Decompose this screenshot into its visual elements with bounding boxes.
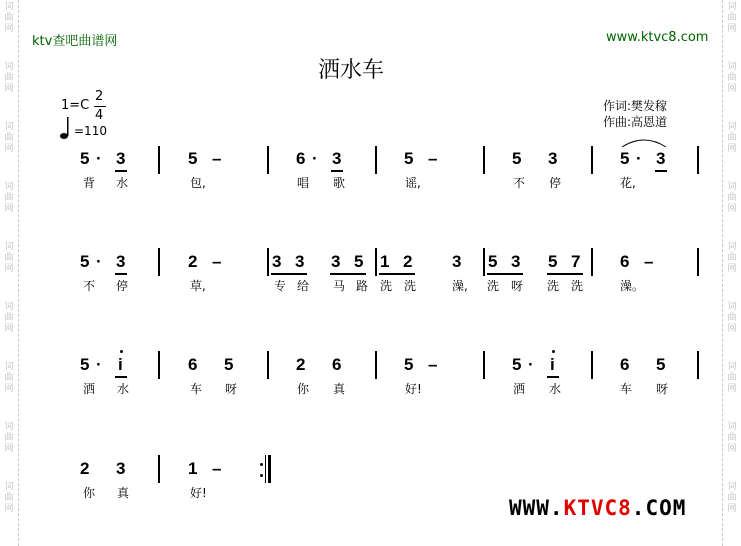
note: 5 <box>512 149 522 168</box>
watermark-text: 词曲网 <box>727 182 737 214</box>
note: 3 <box>511 252 521 271</box>
augmentation-dot: · <box>96 355 102 374</box>
lyric: 澡。 <box>620 279 645 293</box>
bar-line <box>265 455 266 483</box>
bar-line <box>158 248 160 276</box>
dash: – <box>212 459 222 478</box>
lyric: 洒 <box>513 382 526 396</box>
note: 3 <box>272 252 282 271</box>
logo-prefix: WWW. <box>509 496 564 520</box>
augmentation-dot: · <box>96 149 102 168</box>
watermark-text: 词曲网 <box>4 122 14 154</box>
lyric: 澡, <box>452 279 468 293</box>
repeat-dot <box>260 463 263 466</box>
bar-line <box>697 146 699 174</box>
note-underline <box>487 273 523 275</box>
final-bar-line <box>268 455 271 483</box>
note: 5 <box>548 252 558 271</box>
note-underline <box>115 376 127 378</box>
lyric: 水 <box>549 382 562 396</box>
augmentation-dot: · <box>636 149 642 168</box>
song-title: 洒水车 <box>318 58 385 83</box>
lyric: 停 <box>116 279 129 293</box>
note: 3 <box>116 252 126 271</box>
bar-line <box>591 351 593 379</box>
lyric: 真 <box>333 382 346 396</box>
note: i <box>550 355 555 374</box>
note: 5 <box>354 252 364 271</box>
augmentation-dot: · <box>96 252 102 271</box>
lyricist-credit: 作词:樊发稼 <box>603 99 668 113</box>
bar-line <box>267 248 269 276</box>
note: 6 <box>620 252 630 271</box>
lyric: 花, <box>620 176 636 190</box>
watermark-text: 词曲网 <box>727 422 737 454</box>
bar-line <box>591 146 593 174</box>
note: 6 <box>296 149 306 168</box>
note-underline <box>379 273 415 275</box>
note: 3 <box>331 252 341 271</box>
watermark-text: 词曲网 <box>4 62 14 94</box>
logo-suffix: .COM <box>631 496 687 520</box>
bar-line <box>158 351 160 379</box>
watermark-text: 词曲网 <box>4 2 14 34</box>
watermark-text: 词曲网 <box>4 422 14 454</box>
note-underline <box>655 170 667 172</box>
bar-line <box>267 146 269 174</box>
lyric: 呀 <box>511 279 524 293</box>
note: 2 <box>403 252 413 271</box>
note-underline <box>115 170 127 172</box>
time-signature-line <box>94 106 106 107</box>
lyric: 马 <box>333 279 346 293</box>
augmentation-dot: · <box>528 355 534 374</box>
lyric: 洒 <box>83 382 96 396</box>
watermark-text: 词曲网 <box>727 2 737 34</box>
key-signature: 1=C <box>61 98 90 113</box>
lyric: 好! <box>405 382 422 396</box>
note: 3 <box>656 149 666 168</box>
lyric: 车 <box>190 382 203 396</box>
lyric: 背 <box>83 176 96 190</box>
watermark-text: 词曲网 <box>727 362 737 394</box>
note: 6 <box>188 355 198 374</box>
octave-dot <box>120 350 123 353</box>
note: 3 <box>116 149 126 168</box>
note: 5 <box>80 355 90 374</box>
watermark-text: 词曲网 <box>727 242 737 274</box>
lyric: 不 <box>513 176 526 190</box>
repeat-dot <box>260 474 263 477</box>
lyric: 给 <box>297 279 310 293</box>
note: 7 <box>571 252 581 271</box>
dash: – <box>428 355 438 374</box>
note: 5 <box>80 252 90 271</box>
note: 5 <box>224 355 234 374</box>
lyric: 停 <box>549 176 562 190</box>
note: 6 <box>332 355 342 374</box>
note: 5 <box>188 149 198 168</box>
lyric: 车 <box>620 382 633 396</box>
lyric: 你 <box>297 382 310 396</box>
lyric: 谣, <box>405 176 421 190</box>
bar-line <box>375 351 377 379</box>
dash: – <box>212 252 222 271</box>
note: 5 <box>404 355 414 374</box>
note: 2 <box>188 252 198 271</box>
watermark-text: 词曲网 <box>4 302 14 334</box>
note: 2 <box>296 355 306 374</box>
bar-line <box>697 351 699 379</box>
note: 5 <box>656 355 666 374</box>
note: 2 <box>80 459 90 478</box>
lyric: 洗 <box>547 279 560 293</box>
quarter-note-icon <box>60 116 70 140</box>
note: 5 <box>488 252 498 271</box>
lyric: 真 <box>117 486 130 500</box>
watermark-text: 词曲网 <box>4 182 14 214</box>
note: 5 <box>404 149 414 168</box>
octave-dot <box>552 350 555 353</box>
bar-line <box>483 351 485 379</box>
note: i <box>118 355 123 374</box>
site-url-right[interactable]: www.ktvc8.com <box>606 30 709 45</box>
dash: – <box>644 252 654 271</box>
bar-line <box>158 146 160 174</box>
note: 3 <box>548 149 558 168</box>
watermark-text: 词曲网 <box>4 482 14 514</box>
bar-line <box>591 248 593 276</box>
lyric: 草, <box>190 279 206 293</box>
note: 3 <box>295 252 305 271</box>
lyric: 歌 <box>333 176 346 190</box>
right-watermark-strip <box>722 0 741 546</box>
lyric: 洗 <box>380 279 393 293</box>
lyric: 洗 <box>487 279 500 293</box>
tempo-value: =110 <box>74 124 107 138</box>
lyric: 呀 <box>656 382 669 396</box>
note-underline <box>547 376 559 378</box>
watermark-text: 词曲网 <box>4 362 14 394</box>
composer-credit: 作曲:高恩道 <box>603 115 668 129</box>
slur-mark <box>620 136 668 148</box>
bar-line <box>267 351 269 379</box>
bar-line <box>375 146 377 174</box>
time-signature-numerator: 2 <box>95 89 104 104</box>
bar-line <box>483 146 485 174</box>
note: 6 <box>620 355 630 374</box>
augmentation-dot: · <box>312 149 318 168</box>
lyric: 洗 <box>571 279 584 293</box>
note: 5 <box>80 149 90 168</box>
lyric: 包, <box>190 176 206 190</box>
note: 3 <box>116 459 126 478</box>
watermark-text: 词曲网 <box>727 122 737 154</box>
left-watermark-strip <box>0 0 19 546</box>
site-name-left[interactable]: ktv查吧曲谱网 <box>32 34 118 49</box>
dash: – <box>212 149 222 168</box>
dash: – <box>428 149 438 168</box>
watermark-text: 词曲网 <box>727 62 737 94</box>
note: 5 <box>620 149 630 168</box>
bar-line <box>697 248 699 276</box>
lyric: 好! <box>190 486 207 500</box>
note: 1 <box>380 252 390 271</box>
logo-brand: KTVC8 <box>563 496 632 520</box>
lyric: 路 <box>356 279 369 293</box>
note: 5 <box>512 355 522 374</box>
note-underline <box>271 273 307 275</box>
bar-line <box>375 248 377 276</box>
watermark-text: 词曲网 <box>4 242 14 274</box>
note: 3 <box>332 149 342 168</box>
watermark-text: 词曲网 <box>727 302 737 334</box>
watermark-text: 词曲网 <box>727 482 737 514</box>
site-logo[interactable] <box>509 496 686 520</box>
note: 1 <box>188 459 198 478</box>
lyric: 不 <box>83 279 96 293</box>
lyric: 你 <box>83 486 96 500</box>
bar-line <box>483 248 485 276</box>
note-underline <box>331 170 343 172</box>
time-signature-denominator: 4 <box>95 108 104 123</box>
note-underline <box>115 273 127 275</box>
lyric: 呀 <box>225 382 238 396</box>
bar-line <box>158 455 160 483</box>
lyric: 专 <box>274 279 287 293</box>
lyric: 唱 <box>297 176 310 190</box>
lyric: 洗 <box>404 279 417 293</box>
note-underline <box>330 273 366 275</box>
lyric: 水 <box>116 176 129 190</box>
note-underline <box>547 273 583 275</box>
note: 3 <box>452 252 462 271</box>
lyric: 水 <box>117 382 130 396</box>
